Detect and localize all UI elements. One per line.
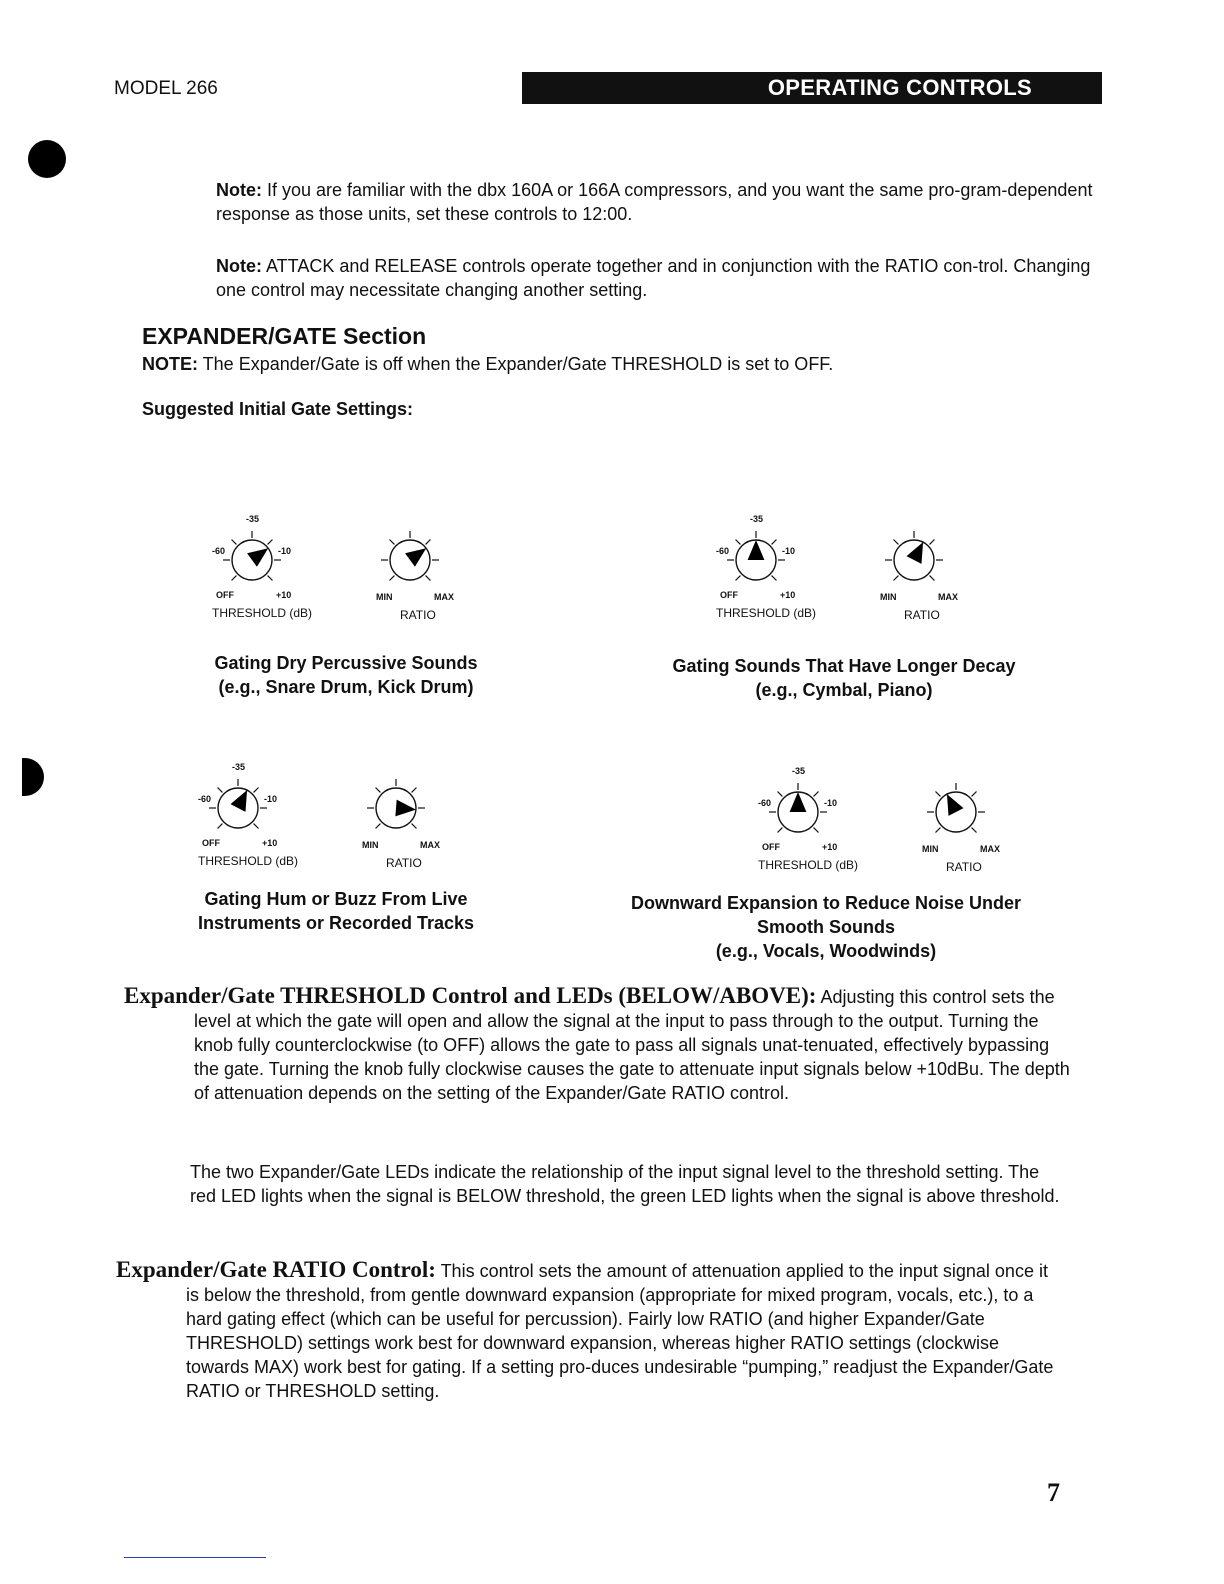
ratio-label-min: MIN <box>922 844 939 854</box>
threshold-caption: THRESHOLD (dB) <box>758 858 859 872</box>
threshold-label-max: +10 <box>780 590 796 600</box>
gate-setting-2-knobs <box>700 508 1000 628</box>
threshold-label-min: -60 <box>716 546 730 556</box>
threshold-label-min: -60 <box>758 798 772 808</box>
ratio-knob <box>927 783 985 833</box>
ratio-label-max: MAX <box>980 844 1000 854</box>
threshold-label-top: -35 <box>246 514 260 524</box>
ratio-caption: RATIO <box>400 608 436 622</box>
note-1 <box>216 178 1096 226</box>
threshold-label-off: OFF <box>216 590 234 600</box>
section-note-text: The Expander/Gate is off when the Expander/Gate THRESHOLD is set to OFF. <box>198 354 834 374</box>
ratio-caption: RATIO <box>386 856 422 870</box>
section-title: EXPANDER/GATE Section <box>142 323 427 349</box>
threshold-label-top: -35 <box>232 762 246 772</box>
gate-setting-2-caption-line1: Gating Sounds That Have Longer Decay <box>672 656 1016 676</box>
gate-setting-3-caption-line2: Instruments or Recorded Tracks <box>197 913 475 933</box>
gate-setting-2-caption <box>624 654 1064 702</box>
note-2 <box>216 254 1096 302</box>
gate-setting-4-caption-line1: Downward Expansion to Reduce Noise Under <box>630 893 1022 913</box>
ratio-paragraph <box>116 1258 1056 1403</box>
ratio-heading: Expander/Gate RATIO Control: <box>116 1257 436 1282</box>
section-header-title: OPERATING CONTROLS <box>767 75 1032 100</box>
note-1-label: Note: <box>216 180 262 200</box>
threshold-knob <box>769 783 827 833</box>
threshold-label-right: -10 <box>278 546 292 556</box>
ratio-knob <box>381 531 439 581</box>
threshold-caption: THRESHOLD (dB) <box>212 606 313 620</box>
binder-hole-dot <box>28 140 66 178</box>
note-2-text: ATTACK and RELEASE controls operate together and in conjunction with the RATIO con-trol. Changing one control may necessitate changing another setting. <box>216 256 1091 300</box>
threshold-knob <box>223 531 281 581</box>
threshold-heading: Expander/Gate THRESHOLD Control and LEDs (BELOW/ABOVE): <box>124 983 817 1008</box>
ratio-knob <box>367 779 425 829</box>
ratio-label-min: MIN <box>880 592 897 602</box>
gate-setting-3-caption-line1: Gating Hum or Buzz From Live <box>204 889 468 909</box>
threshold-text: Adjusting this control sets the level at which the gate will open and allow the signal at the input to pass through to the output. Turning the knob fully counterclockwise (to OFF) allows the gate to pass all signals unat-tenuated, effectively bypassing the gate. Turning the knob fully clockwise causes the gate to attenuate input signals below +10dBu. The depth of attenuation depends on the setting of the Expander/Gate RATIO control. <box>194 987 1070 1103</box>
ratio-label-max: MAX <box>434 592 454 602</box>
note-2-label: Note: <box>216 256 262 276</box>
threshold-led-paragraph: The two Expander/Gate LEDs indicate the relationship of the input signal level to the threshold setting. The red LED lights when the signal is BELOW threshold, the green LED lights when the signal is above threshold. <box>190 1162 1060 1206</box>
ratio-label-min: MIN <box>376 592 393 602</box>
section-note-label: NOTE: <box>142 354 198 374</box>
gate-setting-3-knobs <box>182 756 482 876</box>
note-1-text: If you are familiar with the dbx 160A or 166A compressors, and you want the same pro-gram-dependent response as those units, set these controls to 12:00. <box>216 180 1093 224</box>
gate-setting-1-caption-line2: (e.g., Snare Drum, Kick Drum) <box>218 677 474 697</box>
threshold-paragraph <box>124 984 1074 1105</box>
ratio-label-max: MAX <box>938 592 958 602</box>
threshold-label-max: +10 <box>822 842 838 852</box>
page-number: 7 <box>1047 1478 1060 1507</box>
ratio-label-max: MAX <box>420 840 440 850</box>
footer-rule <box>124 1557 266 1558</box>
threshold-label-max: +10 <box>262 838 278 848</box>
ratio-label-min: MIN <box>362 840 379 850</box>
gate-setting-4-knobs <box>742 760 1042 880</box>
threshold-label-top: -35 <box>792 766 806 776</box>
gate-setting-4-caption <box>586 891 1066 963</box>
threshold-label-right: -10 <box>824 798 838 808</box>
model-label: MODEL 266 <box>114 78 218 99</box>
threshold-label-right: -10 <box>264 794 278 804</box>
ratio-text: This control sets the amount of attenuation applied to the input signal once it is below the threshold, from gentle downward expansion (appropriate for mixed program, vocals, etc.), to a hard gating effect (which can be useful for percussion). Fairly low RATIO (and higher Expander/Gate THRESHOLD) settings work best for downward expansion, whereas higher RATIO settings (clockwise towards MAX) work best for gating. If a setting pro-duces undesirable “pumping,” readjust the Expander/Gate RATIO or THRESHOLD setting. <box>186 1261 1054 1401</box>
ratio-caption: RATIO <box>904 608 940 622</box>
threshold-label-top: -35 <box>750 514 764 524</box>
threshold-label-min: -60 <box>198 794 212 804</box>
gate-setting-1-caption <box>176 651 516 699</box>
threshold-caption: THRESHOLD (dB) <box>198 854 299 868</box>
gate-setting-4-caption-line3: (e.g., Vocals, Woodwinds) <box>715 941 937 961</box>
section-header-bar <box>522 72 1102 104</box>
binder-hole-half-dot <box>22 758 44 796</box>
ratio-caption: RATIO <box>946 860 982 874</box>
threshold-label-right: -10 <box>782 546 796 556</box>
threshold-label-min: -60 <box>212 546 226 556</box>
gate-setting-1-knobs <box>196 508 496 628</box>
threshold-label-off: OFF <box>762 842 780 852</box>
gate-setting-2-caption-line2: (e.g., Cymbal, Piano) <box>755 680 933 700</box>
threshold-knob <box>727 531 785 581</box>
gate-setting-4-caption-line2: Smooth Sounds <box>757 917 895 937</box>
threshold-caption: THRESHOLD (dB) <box>716 606 817 620</box>
gate-setting-3-caption <box>156 887 516 935</box>
section-note <box>142 354 833 375</box>
threshold-label-max: +10 <box>276 590 292 600</box>
gate-setting-1-caption-line1: Gating Dry Percussive Sounds <box>214 653 478 673</box>
ratio-knob <box>885 531 943 581</box>
threshold-label-off: OFF <box>202 838 220 848</box>
threshold-knob <box>209 779 267 829</box>
suggested-settings-heading: Suggested Initial Gate Settings: <box>142 399 414 419</box>
threshold-label-off: OFF <box>720 590 738 600</box>
